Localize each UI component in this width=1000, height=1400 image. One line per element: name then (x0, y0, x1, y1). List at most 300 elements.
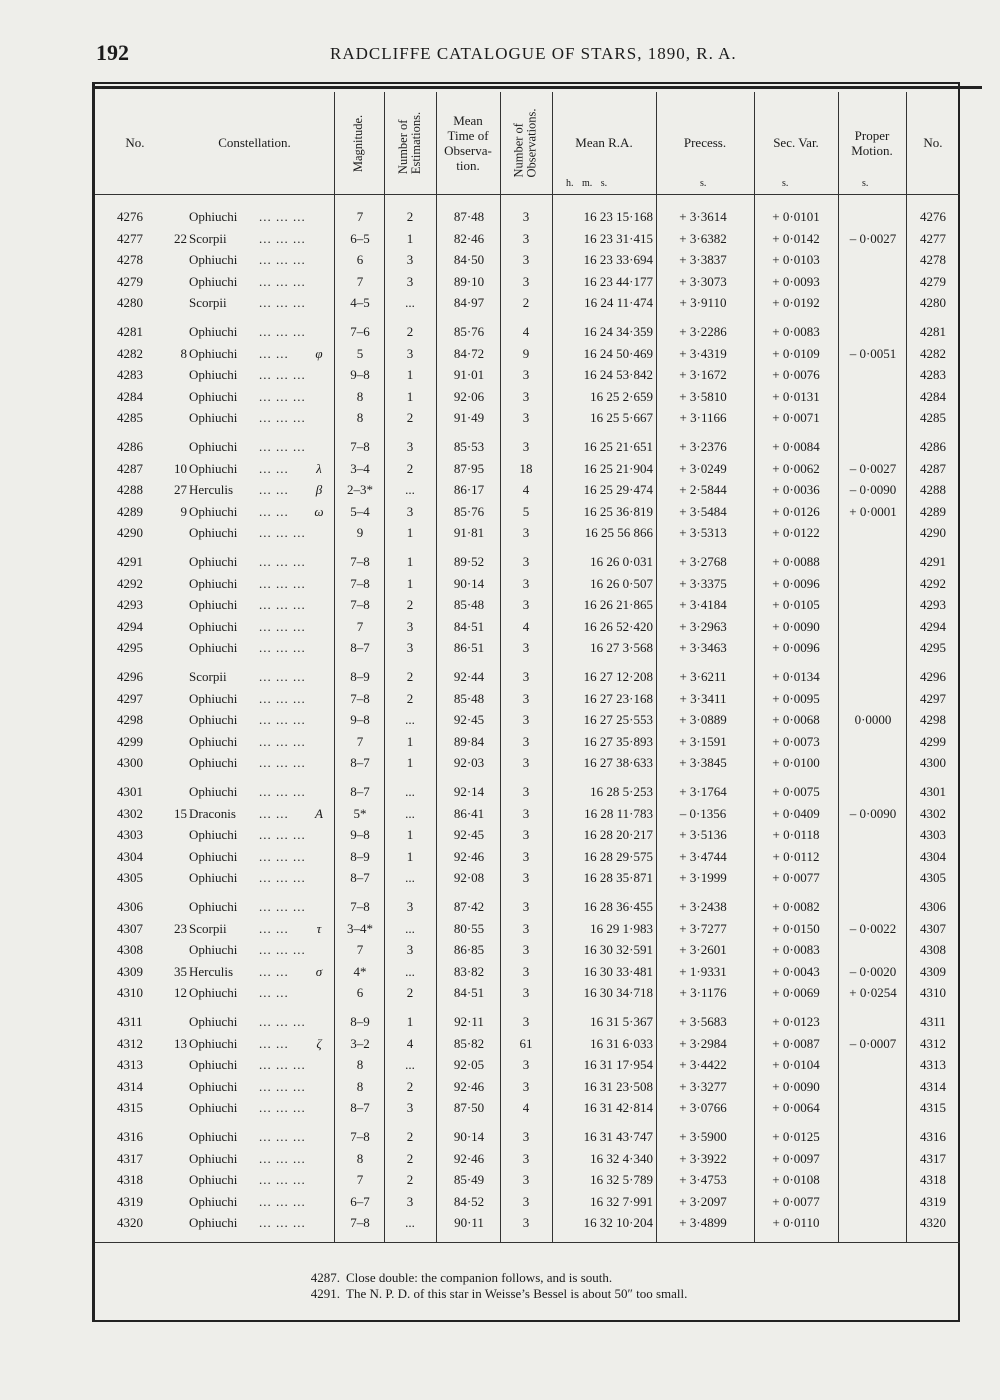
observations: 3 (522, 388, 530, 404)
mean-ra: 16 24 34·359 (583, 324, 653, 339)
magnitude: 7–8 (350, 554, 370, 569)
header-magnitude (334, 92, 384, 194)
precession: + 3·3277 (679, 1078, 727, 1094)
estimations: 3 (406, 942, 414, 958)
secular-variation: + 0·0409 (772, 805, 820, 821)
secular-variation: + 0·0095 (772, 690, 820, 706)
mean-time: 91·01 (453, 367, 485, 383)
table-row (95, 228, 960, 249)
star-number: 4291 (117, 554, 143, 569)
leader-dots: ... ... (259, 503, 289, 519)
observations: 9 (522, 345, 530, 361)
estimations: 1 (406, 554, 414, 569)
precession: + 3·2438 (679, 899, 727, 914)
precession: + 3·1999 (679, 870, 727, 886)
bayer-letter: τ (316, 920, 322, 936)
constellation: Ophiuchi (189, 575, 238, 591)
observations: 18 (519, 460, 533, 476)
leader-dots: ... ... (259, 345, 289, 361)
table-row (95, 666, 960, 687)
magnitude: 8 (356, 410, 364, 426)
star-number-right: 4298 (920, 712, 946, 728)
star-number: 4310 (117, 985, 143, 1001)
leader-dots: ... ... (259, 482, 289, 498)
estimations: ... (405, 870, 415, 886)
table-row (95, 781, 960, 802)
mean-time: 84·51 (453, 618, 485, 634)
star-number: 4276 (117, 209, 143, 224)
observations: 3 (522, 1057, 530, 1073)
table-row (95, 436, 960, 457)
secular-variation: + 0·0096 (772, 640, 820, 656)
estimations: ... (405, 482, 415, 498)
table-row (95, 752, 960, 773)
constellation: Ophiuchi (189, 1129, 238, 1144)
precession: + 3·1764 (679, 784, 727, 799)
leader-dots: ... ... (259, 920, 289, 936)
table-row (95, 343, 960, 364)
star-number-right: 4288 (920, 482, 946, 498)
table-row (95, 501, 960, 522)
observations: 3 (522, 367, 530, 383)
observations: 3 (522, 942, 530, 958)
table-row (95, 709, 960, 730)
estimations: 2 (406, 410, 414, 426)
header-mean-ra: Mean R.A. (575, 135, 633, 150)
star-number-right: 4279 (920, 273, 946, 289)
mean-ra: 16 23 15·168 (583, 209, 653, 224)
leader-dots: ... ... ... (259, 618, 306, 634)
flamsteed-number: 15 (174, 805, 187, 821)
estimations: 3 (406, 273, 414, 289)
mean-time: 91·81 (453, 525, 485, 541)
footnote-text: Close double: the companion follows, and is south. (346, 1270, 613, 1285)
magnitude: 7–8 (350, 899, 370, 914)
estimations: ... (405, 1215, 415, 1231)
leader-dots: ... ... ... (259, 733, 306, 749)
constellation: Ophiuchi (189, 942, 238, 958)
proper-motion: – 0·0020 (849, 963, 897, 979)
star-number-right: 4287 (920, 460, 946, 476)
magnitude: 5 (356, 345, 364, 361)
mean-time: 85·53 (453, 439, 485, 454)
secular-variation: + 0·0126 (772, 503, 820, 519)
star-number: 4307 (117, 920, 143, 936)
precession: + 3·1672 (679, 367, 727, 383)
leader-dots: ... ... ... (259, 1100, 306, 1116)
observations: 5 (522, 503, 530, 519)
leader-dots: ... ... ... (259, 1215, 306, 1231)
estimations: ... (405, 295, 415, 311)
magnitude: 8–7 (350, 1100, 370, 1116)
units-precess: s. (700, 178, 707, 189)
precession: + 3·1166 (679, 410, 727, 426)
constellation: Ophiuchi (189, 755, 238, 771)
star-number: 4313 (117, 1057, 143, 1073)
star-number: 4315 (117, 1100, 143, 1116)
table-row (95, 939, 960, 960)
precession: + 3·3073 (679, 273, 727, 289)
constellation: Ophiuchi (189, 870, 238, 886)
mean-time: 92·06 (453, 388, 485, 404)
estimations: 2 (406, 669, 414, 684)
table-row (95, 896, 960, 917)
star-number: 4318 (117, 1172, 143, 1188)
star-number-right: 4281 (920, 324, 946, 339)
star-number: 4308 (117, 942, 143, 958)
star-number-right: 4282 (920, 345, 946, 361)
star-number-right: 4280 (920, 295, 946, 311)
estimations: 1 (406, 733, 414, 749)
magnitude: 7–8 (350, 575, 370, 591)
star-number-right: 4314 (920, 1078, 946, 1094)
table-row (95, 688, 960, 709)
secular-variation: + 0·0077 (772, 870, 820, 886)
estimations: 2 (406, 324, 414, 339)
mean-time: 85·49 (453, 1172, 485, 1188)
leader-dots: ... ... ... (259, 575, 306, 591)
magnitude: 6 (356, 252, 364, 268)
star-number: 4286 (117, 439, 143, 454)
constellation: Scorpii (189, 230, 227, 246)
mean-time: 84·52 (453, 1193, 485, 1209)
table-row (95, 206, 960, 227)
observations: 4 (522, 1100, 530, 1116)
proper-motion: – 0·0022 (849, 920, 897, 936)
magnitude: 8–9 (350, 669, 370, 684)
star-number: 4295 (117, 640, 143, 656)
mean-ra: 16 32 4·340 (590, 1150, 653, 1166)
observations: 3 (522, 669, 530, 684)
mean-ra: 16 26 0·031 (590, 554, 653, 569)
bayer-letter: A (315, 805, 323, 821)
constellation: Ophiuchi (189, 1172, 238, 1188)
secular-variation: + 0·0071 (772, 410, 820, 426)
observations: 3 (522, 1150, 530, 1166)
observations: 3 (522, 1129, 530, 1144)
secular-variation: + 0·0043 (772, 963, 820, 979)
constellation: Scorpii (189, 669, 227, 684)
estimations: 2 (406, 1129, 414, 1144)
star-number-right: 4319 (920, 1193, 946, 1209)
secular-variation: + 0·0123 (772, 1014, 820, 1029)
constellation: Ophiuchi (189, 324, 238, 339)
leader-dots: ... ... (259, 805, 289, 821)
star-number-right: 4309 (920, 963, 946, 979)
star-number-right: 4276 (920, 209, 946, 224)
bayer-letter: ζ (316, 1035, 322, 1051)
constellation: Ophiuchi (189, 640, 238, 656)
mean-ra: 16 25 5·667 (590, 410, 653, 426)
estimations: 3 (406, 640, 414, 656)
mean-ra: 16 28 35·871 (583, 870, 653, 886)
estimations: 1 (406, 575, 414, 591)
star-number: 4319 (117, 1193, 143, 1209)
estimations: 4 (406, 1035, 414, 1051)
mean-ra: 16 23 31·415 (583, 230, 653, 246)
precession: + 2·5844 (679, 482, 727, 498)
star-number: 4289 (117, 503, 143, 519)
leader-dots: ... ... (259, 963, 289, 979)
mean-ra: 16 27 25·553 (583, 712, 653, 728)
mean-time: 85·76 (453, 503, 485, 519)
magnitude: 9–8 (350, 367, 370, 383)
star-number-right: 4299 (920, 733, 946, 749)
magnitude: 8 (356, 1150, 364, 1166)
table-row (95, 803, 960, 824)
flamsteed-number: 10 (174, 460, 187, 476)
constellation: Ophiuchi (189, 690, 238, 706)
magnitude: 7 (356, 273, 364, 289)
table-row (95, 1148, 960, 1169)
magnitude: 7–8 (350, 1215, 370, 1231)
magnitude: 3–2 (350, 1035, 370, 1051)
leader-dots: ... ... ... (259, 784, 306, 799)
secular-variation: + 0·0134 (772, 669, 820, 684)
leader-dots: ... ... ... (259, 597, 306, 613)
mean-time: 83·82 (453, 963, 485, 979)
table-row (95, 846, 960, 867)
leader-dots: ... ... ... (259, 324, 306, 339)
star-number-right: 4312 (920, 1035, 946, 1051)
star-number: 4298 (117, 712, 143, 728)
mean-ra: 16 31 42·814 (583, 1100, 653, 1116)
mean-time: 87·50 (453, 1100, 485, 1116)
estimations: ... (405, 1057, 415, 1073)
mean-ra: 16 31 5·367 (590, 1014, 653, 1029)
star-number: 4288 (117, 482, 143, 498)
table-row (95, 1169, 960, 1190)
mean-time: 92·45 (453, 712, 485, 728)
observations: 3 (522, 784, 530, 799)
estimations: 1 (406, 230, 414, 246)
table-row (95, 249, 960, 270)
mean-ra: 16 24 50·469 (583, 345, 653, 361)
star-number-right: 4304 (920, 848, 946, 864)
secular-variation: + 0·0110 (772, 1215, 820, 1231)
secular-variation: + 0·0097 (772, 1150, 820, 1166)
magnitude: 8–9 (350, 1014, 370, 1029)
constellation: Scorpii (189, 920, 227, 936)
mean-ra: 16 28 11·783 (584, 805, 653, 821)
secular-variation: + 0·0062 (772, 460, 820, 476)
leader-dots: ... ... (259, 460, 289, 476)
star-number-right: 4317 (920, 1150, 946, 1166)
table-row (95, 407, 960, 428)
precession: + 3·3837 (679, 252, 727, 268)
leader-dots: ... ... ... (259, 1193, 306, 1209)
bayer-letter: σ (315, 963, 323, 979)
mean-ra: 16 24 11·474 (584, 295, 653, 311)
precession: + 1·9331 (679, 963, 727, 979)
precession: – 0·1356 (679, 805, 727, 821)
estimations: 1 (406, 1014, 414, 1029)
header-mean-time: Mean Time of Observa- tion. (444, 113, 492, 173)
precession: + 3·2984 (679, 1035, 727, 1051)
star-number: 4280 (117, 295, 143, 311)
magnitude: 7 (356, 733, 364, 749)
mean-ra: 16 31 23·508 (583, 1078, 653, 1094)
star-number: 4290 (117, 525, 143, 541)
magnitude: 7 (356, 1172, 364, 1188)
star-number: 4302 (117, 805, 143, 821)
observations: 3 (522, 439, 530, 454)
mean-ra: 16 29 1·983 (590, 920, 653, 936)
observations: 3 (522, 690, 530, 706)
mean-time: 92·03 (453, 755, 485, 771)
constellation: Ophiuchi (189, 1215, 238, 1231)
star-number: 4300 (117, 755, 143, 771)
mean-time: 89·10 (453, 273, 485, 289)
header-no: No. (125, 135, 145, 150)
constellation: Ophiuchi (189, 827, 238, 843)
magnitude: 9–8 (350, 827, 370, 843)
observations: 3 (522, 252, 530, 268)
secular-variation: + 0·0082 (772, 899, 820, 914)
constellation: Ophiuchi (189, 209, 238, 224)
observations: 3 (522, 870, 530, 886)
leader-dots: ... ... ... (259, 252, 306, 268)
magnitude: 9 (356, 525, 364, 541)
observations: 3 (522, 554, 530, 569)
units-pm: s. (862, 178, 869, 189)
star-number-right: 4313 (920, 1057, 946, 1073)
constellation: Ophiuchi (189, 554, 238, 569)
mean-ra: 16 32 7·991 (590, 1193, 653, 1209)
magnitude: 6–5 (350, 230, 370, 246)
observations: 3 (522, 827, 530, 843)
secular-variation: + 0·0064 (772, 1100, 820, 1116)
secular-variation: + 0·0109 (772, 345, 820, 361)
magnitude: 8–7 (350, 640, 370, 656)
observations: 3 (522, 985, 530, 1001)
observations: 4 (522, 618, 530, 634)
precession: + 3·2376 (679, 439, 727, 454)
magnitude: 5–4 (350, 503, 370, 519)
magnitude: 3–4* (347, 920, 373, 936)
precession: + 3·1176 (679, 985, 727, 1001)
table-row (95, 522, 960, 543)
secular-variation: + 0·0192 (772, 295, 820, 311)
table-row (95, 386, 960, 407)
table-row (95, 1033, 960, 1054)
observations: 2 (522, 295, 530, 311)
precession: + 3·4422 (679, 1057, 727, 1073)
star-number-right: 4278 (920, 252, 946, 268)
secular-variation: + 0·0088 (772, 554, 820, 569)
proper-motion: + 0·0254 (849, 985, 897, 1001)
star-number-right: 4283 (920, 367, 946, 383)
mean-ra: 16 27 23·168 (583, 690, 653, 706)
proper-motion: 0·0000 (854, 712, 892, 728)
constellation: Ophiuchi (189, 410, 238, 426)
table-row (95, 551, 960, 572)
secular-variation: + 0·0090 (772, 1078, 820, 1094)
mean-ra: 16 25 2·659 (590, 388, 653, 404)
star-number: 4284 (117, 388, 143, 404)
mean-ra: 16 30 32·591 (583, 942, 653, 958)
secular-variation: + 0·0083 (772, 324, 820, 339)
mean-ra: 16 27 35·893 (583, 733, 653, 749)
mean-time: 89·84 (453, 733, 485, 749)
bayer-letter: λ (316, 460, 322, 476)
estimations: ... (405, 712, 415, 728)
secular-variation: + 0·0104 (772, 1057, 820, 1073)
star-number: 4287 (117, 460, 143, 476)
star-number: 4278 (117, 252, 143, 268)
estimations: 2 (406, 1150, 414, 1166)
star-number: 4317 (117, 1150, 143, 1166)
footnotes (290, 1270, 687, 1302)
magnitude: 8 (356, 388, 364, 404)
header-constellation: Constellation. (218, 135, 291, 150)
proper-motion: – 0·0051 (849, 345, 897, 361)
mean-time: 84·72 (453, 345, 485, 361)
star-number: 4293 (117, 597, 143, 613)
precession: + 3·0766 (679, 1100, 727, 1116)
mean-time: 86·41 (453, 805, 485, 821)
secular-variation: + 0·0105 (772, 597, 820, 613)
secular-variation: + 0·0075 (772, 784, 820, 799)
table-row (95, 731, 960, 752)
estimations: ... (405, 805, 415, 821)
mean-time: 92·08 (453, 870, 485, 886)
table-row (95, 364, 960, 385)
star-number-right: 4301 (920, 784, 946, 799)
mean-time: 85·48 (453, 690, 485, 706)
estimations: 3 (406, 899, 414, 914)
star-number: 4305 (117, 870, 143, 886)
constellation: Ophiuchi (189, 439, 238, 454)
star-number: 4312 (117, 1035, 143, 1051)
mean-time: 85·82 (453, 1035, 485, 1051)
secular-variation: + 0·0068 (772, 712, 820, 728)
running-head: RADCLIFFE CATALOGUE OF STARS, 1890, R. A. (330, 44, 737, 63)
mean-time: 86·85 (453, 942, 485, 958)
star-number: 4296 (117, 669, 143, 684)
star-number-right: 4315 (920, 1100, 946, 1116)
leader-dots: ... ... ... (259, 1129, 306, 1144)
table-row (95, 458, 960, 479)
magnitude: 7 (356, 209, 364, 224)
observations: 3 (522, 640, 530, 656)
flamsteed-number: 12 (174, 985, 187, 1001)
constellation: Ophiuchi (189, 503, 238, 519)
star-number-right: 4303 (920, 827, 946, 843)
magnitude: 8–7 (350, 755, 370, 771)
constellation: Ophiuchi (189, 899, 238, 914)
precession: + 3·0889 (679, 712, 727, 728)
precession: + 3·5810 (679, 388, 727, 404)
leader-dots: ... ... ... (259, 669, 306, 684)
star-number: 4292 (117, 575, 143, 591)
secular-variation: + 0·0077 (772, 1193, 820, 1209)
mean-time: 90·11 (454, 1215, 484, 1231)
mean-time: 90·14 (453, 575, 485, 591)
flamsteed-number: 22 (174, 230, 187, 246)
constellation: Ophiuchi (189, 252, 238, 268)
magnitude: 7–8 (350, 439, 370, 454)
secular-variation: + 0·0084 (772, 439, 820, 454)
constellation: Ophiuchi (189, 388, 238, 404)
mean-time: 92·11 (454, 1014, 484, 1029)
secular-variation: + 0·0036 (772, 482, 820, 498)
estimations: 2 (406, 985, 414, 1001)
star-number-right: 4306 (920, 899, 946, 914)
precession: + 3·5313 (679, 525, 727, 541)
star-number: 4299 (117, 733, 143, 749)
leader-dots: ... ... ... (259, 554, 306, 569)
